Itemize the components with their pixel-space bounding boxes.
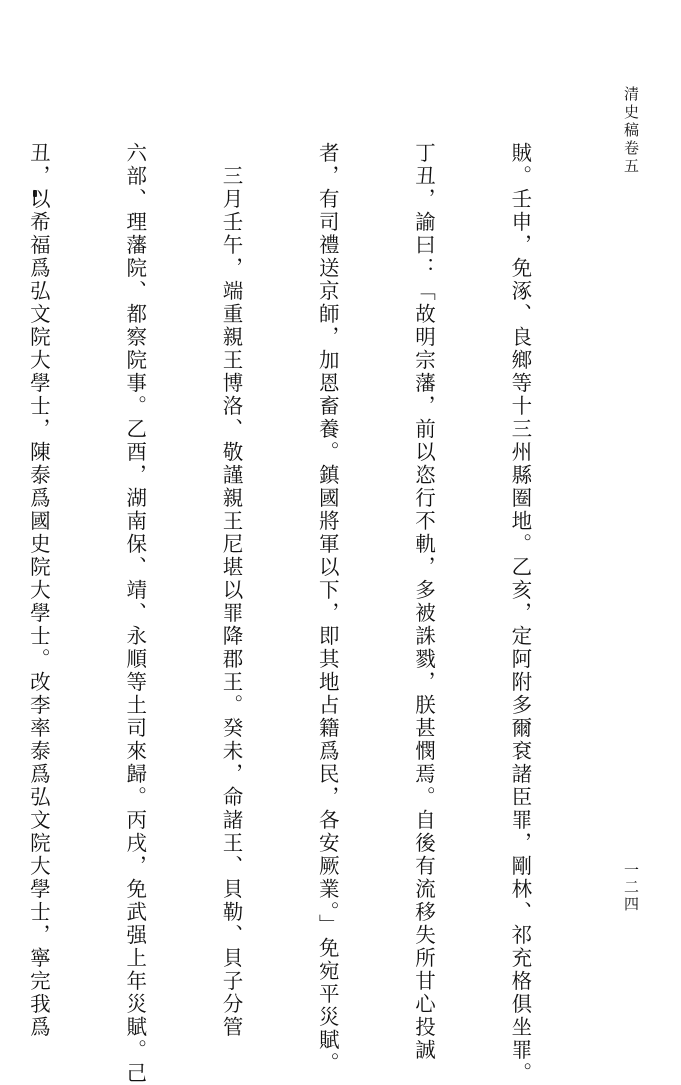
text-column-2: 丁丑，諭曰：「故明宗藩，前以恣行不軌，多被誅戮，朕甚憫焉。自後有流移失所甘心投誠 (411, 142, 436, 1062)
text-column-1: 賊。壬申，免涿、良鄉等十三州縣圈地。乙亥，定阿附多爾袞諸臣罪，剛林、祁充格俱坐罪。 (507, 142, 532, 1085)
text-column-6: 丑，以希福爲弘文院大學士，陳泰爲國史院大學士。改李率泰爲弘文院大學士，寧完我爲 (26, 142, 51, 1039)
running-header-title: 清史稿卷五 (622, 86, 640, 176)
text-column-5: 六部、理藩院、都察院事。乙酉，湖南保、靖、永順等土司來歸。丙戌，免武强上年災賦。己 (122, 142, 147, 1085)
page-number: 一二四 (622, 862, 640, 913)
text-column-4: 三月壬午，端重親王博洛、敬謹親王尼堪以罪降郡王。癸未，命諸王、貝勒、貝子分管 (218, 142, 243, 1039)
main-text-block (26, 142, 600, 1085)
text-column-3: 者，有司禮送京師，加恩畜養。鎮國將軍以下，即其地占籍爲民，各安厥業。」免宛平災賦。 (315, 142, 340, 1075)
